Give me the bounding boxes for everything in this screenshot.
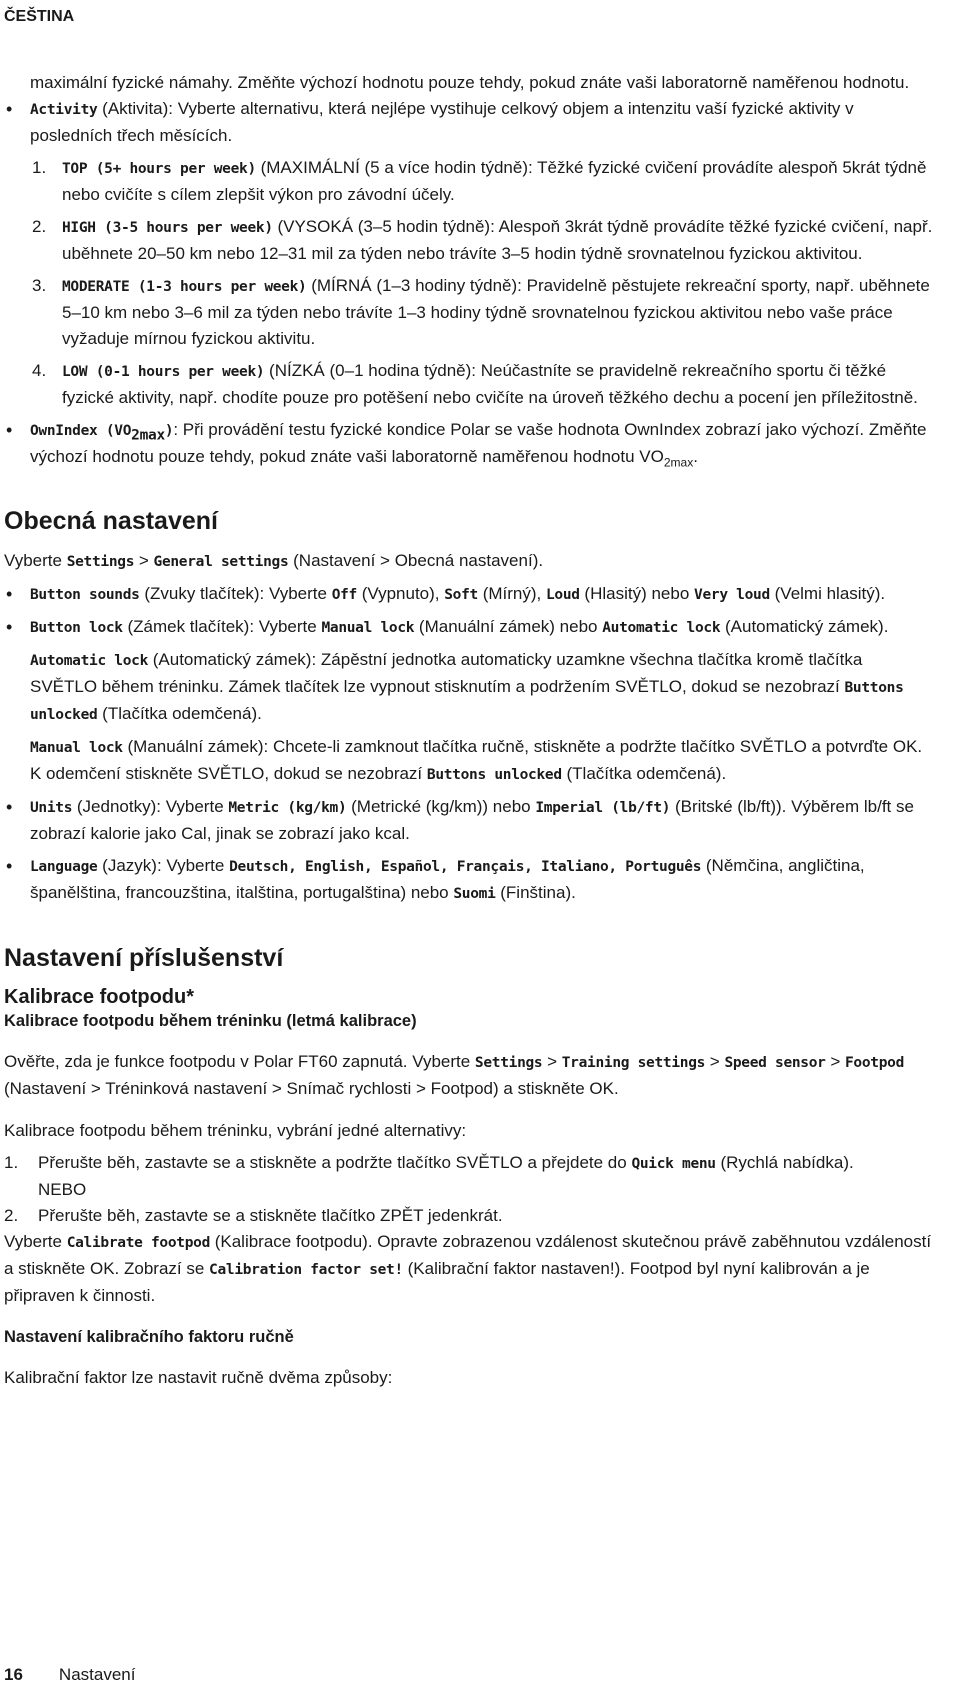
- language-header: ČEŠTINA: [4, 8, 75, 25]
- activity-level-3: 3. MODERATE (1-3 hours per week) (MÍRNÁ (1–3 hodiny týdně): Pravidelně pěstujete rekreační sporty, např. uběhnete 5–10 km nebo 3–6 mil za týden nebo trávíte 1–3 hodiny týdně srovnatelnou fyzickou aktivitou nebo vaše práce vyžaduje mírnou fyzickou aktivitu.: [32, 276, 930, 348]
- manual-calibration-text: Kalibrační faktor lze nastavit ručně dvěma způsoby:: [4, 1368, 393, 1387]
- footpod-calibration-heading: Kalibrace footpodu*: [4, 986, 195, 1008]
- activity-term: Activity: [30, 102, 98, 118]
- activity-item: [4, 96, 934, 149]
- language-item: • Language (Jazyk): Vyberte Deutsch, English, Español, Français, Italiano, Português (Němčina, angličtina, španělština, francouzština, italština, portugalština) nebo Suomi (Finština).: [4, 853, 934, 907]
- activity-level-4: 4. LOW (0-1 hours per week) (NÍZKÁ (0–1 hodina týdně): Neúčastníte se pravidelně rekreačního sportu či těžké fyzické aktivity, např. chodíte pouze pro potěšení nebo cvičíte na úroveň těžkého dechu a pocení jen příležitostně.: [32, 361, 918, 407]
- button-lock-item: • Button lock (Zámek tlačítek): Vyberte Manual lock (Manuální zámek) nebo Automatic lock (Automatický zámek).: [4, 614, 934, 641]
- page-footer: [4, 1662, 135, 1688]
- onthefly-calibration-heading: Kalibrace footpodu během tréninku (letmá kalibrace): [4, 1012, 417, 1030]
- calibration-step-1: 1. Přerušte běh, zastavte se a stiskněte a podržte tlačítko SVĚTLO a přejdete do Quick menu (Rychlá nabídka).: [4, 1153, 854, 1172]
- intro-continuation: maximální fyzické námahy. Změňte výchozí hodnotu pouze tehdy, pokud znáte vaši laboratorně naměřenou hodnotu.: [30, 73, 910, 92]
- button-sounds-item: • Button sounds (Zvuky tlačítek): Vyberte Off (Vypnuto), Soft (Mírný), Loud (Hlasitý) nebo Very loud (Velmi hlasitý).: [4, 581, 934, 608]
- calibration-or: NEBO: [38, 1180, 87, 1199]
- ownindex-term: OwnIndex (VO: [30, 423, 132, 439]
- calibrate-footpod-paragraph: Vyberte Calibrate footpod (Kalibrace footpodu). Opravte zobrazenou vzdálenost skutečnou právě zaběhnutou vzdáleností a stiskněte OK. Zobrazí se Calibration factor set! (Kalibrační faktor nastaven!). Footpod byl nyní kalibrován a je připraven k činnosti.: [4, 1232, 932, 1305]
- calibration-alternatives-intro: Kalibrace footpodu během tréninku, vybrání jedné alternativy:: [4, 1121, 467, 1140]
- accessories-heading: Nastavení příslušenství: [4, 944, 284, 972]
- ownindex-item: • OwnIndex $(VO_{2max})$: Při provádění testu fyzické kondice Polar se vaše hodnota OwnIndex zobrazí jako výchozí. Změňte výchozí hodnotu pouze tehdy, pokud znáte vaši laboratorně naměřenou hodnotu $VO_{2max}$.: [4, 417, 934, 470]
- manual-lock-desc: Manual lock (Manuální zámek): Chcete-li zamknout tlačítka ručně, stiskněte a podržte tlačítko SVĚTLO a potvrďte OK. K odemčení stiskněte SVĚTLO, dokud se nezobrazí Buttons unlocked (Tlačítka odemčená).: [30, 737, 923, 783]
- calibration-step-2: 2. Přerušte běh, zastavte se a stiskněte tlačítko ZPĚT jedenkrát.: [4, 1206, 503, 1225]
- units-item: • Units (Jednotky): Vyberte Metric (kg/km) (Metrické (kg/km)) nebo Imperial (lb/ft) (Britské (lb/ft)). Výběrem lb/ft se zobrazí kalorie jako Cal, jinak se zobrazí jako kcal.: [4, 794, 934, 847]
- page-number: 16: [4, 1665, 23, 1684]
- activity-text: (Aktivita): Vyberte alternativu, která nejlépe vystihuje celkový objem a intenzitu vaší fyzické aktivity v posledních třech měsících.: [30, 99, 854, 145]
- activity-level-2: 2. HIGH (3-5 hours per week) (VYSOKÁ (3–5 hodin týdně): Alespoň 3krát týdně provádíte těžké fyzické cvičení, např. uběhnete 20–50 km nebo 12–31 mil za týden nebo trávíte 3–5 hodin týdně srovnatelnou fyzickou aktivitou.: [32, 217, 933, 263]
- manual-calibration-heading: Nastavení kalibračního faktoru ručně: [4, 1328, 294, 1346]
- general-settings-heading: Obecná nastavení: [4, 507, 218, 535]
- automatic-lock-desc: Automatic lock (Automatický zámek): Zápěstní jednotka automaticky uzamkne všechna tlačítka kromě tlačítka SVĚTLO během tréninku. Zámek tlačítek lze vypnout stisknutím a podržením SVĚTLO, dokud se nezobrazí Buttons unlocked (Tlačítka odemčená).: [30, 650, 904, 723]
- general-settings-intro: Vyberte Settings > General settings (Nastavení > Obecná nastavení).: [4, 551, 544, 570]
- footpod-enable-paragraph: Ověřte, zda je funkce footpodu v Polar FT60 zapnutá. Vyberte Settings > Training settings > Speed sensor > Footpod (Nastavení > Tréninková nastavení > Snímač rychlosti > Footpod) a stiskněte OK.: [4, 1052, 904, 1098]
- footer-section: Nastavení: [58, 1665, 136, 1684]
- page-content: [4, 70, 934, 1391]
- activity-level-1: 1. TOP (5+ hours per week) (MAXIMÁLNÍ (5 a více hodin týdně): Těžké fyzické cvičení provádíte alespoň 5krát týdně nebo cvičíte s cílem zlepšit výkon pro závodní účely.: [32, 158, 927, 204]
